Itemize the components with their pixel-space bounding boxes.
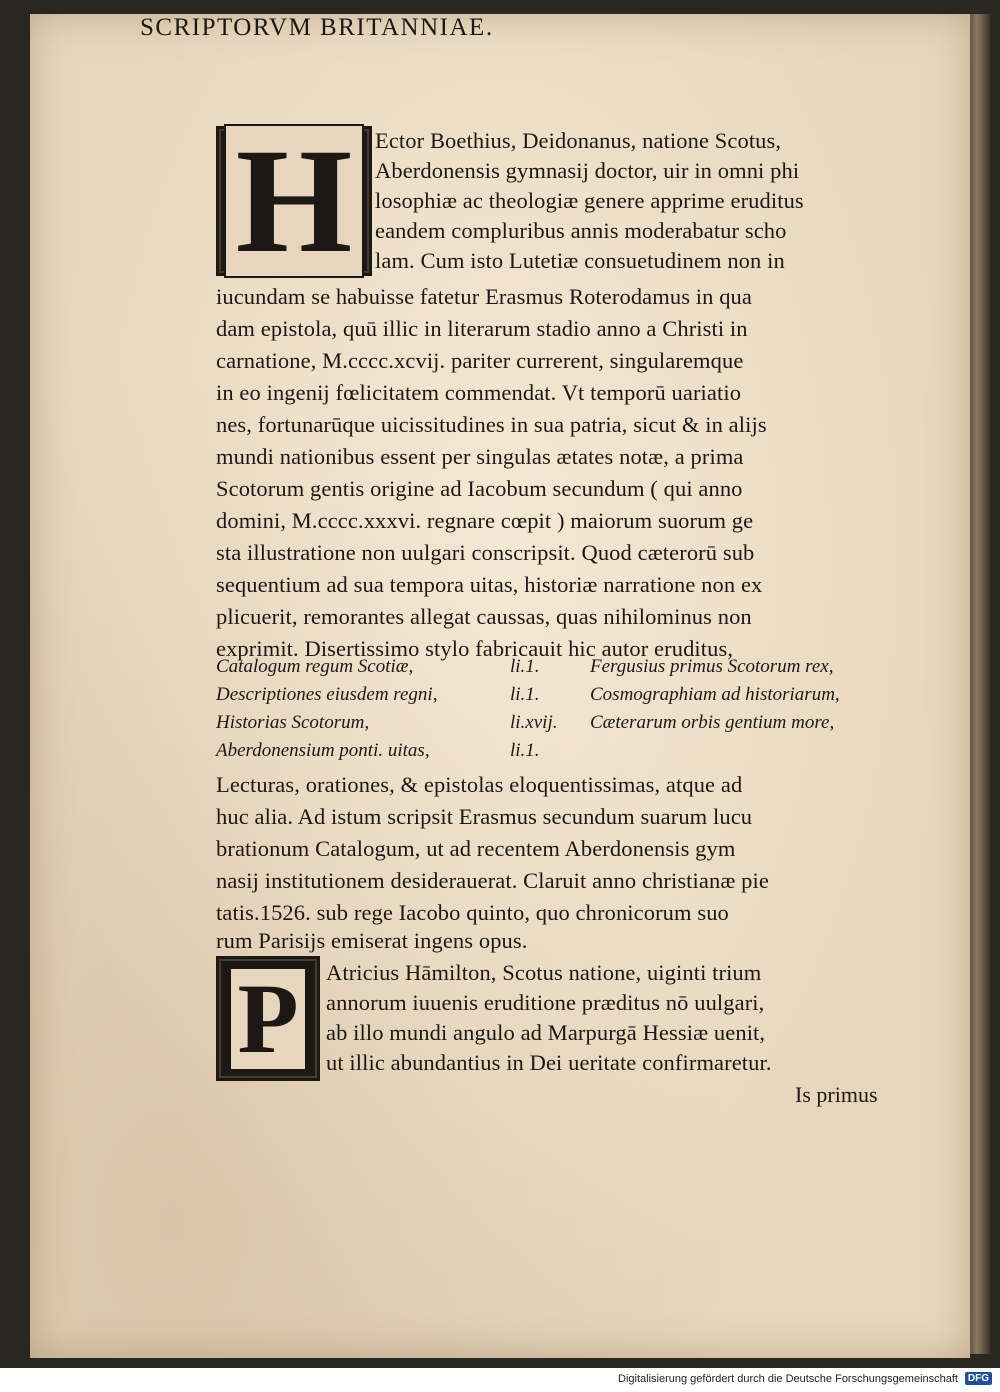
initial-letter: H	[224, 124, 365, 278]
text-line: mundi nationibus essent per singulas ætates notæ, a prima	[216, 444, 744, 469]
ornamental-initial-h	[216, 118, 372, 284]
catalog-note: Cosmographiam ad historiarum,	[590, 684, 840, 705]
text-line: huc alia. Ad istum scripsit Erasmus secundum suarum lucu	[216, 804, 753, 829]
catalog-book: li.xvij.	[510, 712, 558, 733]
catalog-note: Cæterarum orbis gentium more,	[590, 712, 835, 733]
text-line: eandem compluribus annis moderabatur scho	[375, 218, 787, 243]
funding-credit: Digitalisierung gefördert durch die Deutsche Forschungsgemeinschaft	[618, 1373, 958, 1385]
catchword: Is primus	[795, 1082, 878, 1107]
text-line: Lecturas, orationes, & epistolas eloquentissimas, atque ad	[216, 772, 743, 797]
text-line: exprimit. Disertissimo stylo fabricauit hic autor eruditus,	[216, 636, 734, 661]
footer-bar	[0, 1368, 1000, 1392]
ornamental-initial-p	[216, 956, 320, 1081]
catalog-title: Catalogum regum Scotiæ,	[216, 656, 414, 677]
text-line: nasij institutionem desiderauerat. Claruit anno christianæ pie	[216, 868, 769, 893]
text-line: sta illustratione non uulgari conscripsit. Quod cæterorū sub	[216, 540, 755, 565]
text-line: rum Parisijs emiserat ingens opus.	[216, 928, 528, 953]
running-head: SCRIPTORVM BRITANNIAE.	[140, 14, 494, 41]
text-line: losophiæ ac theologiæ genere apprime eruditus	[375, 188, 804, 213]
catalog-book: li.1.	[510, 684, 540, 705]
text-line: nes, fortunarūque uicissitudines in sua patria, sicut & in alijs	[216, 412, 767, 437]
catalog-note: Fergusius primus Scotorum rex,	[590, 656, 834, 677]
book-page	[30, 14, 970, 1358]
initial-letter: P	[229, 967, 306, 1071]
text-line: tatis.1526. sub rege Iacobo quinto, quo chronicorum suo	[216, 900, 729, 925]
book-spine-edge	[968, 14, 990, 1354]
catalog-title: Aberdonensium ponti. uitas,	[216, 740, 430, 761]
text-line: Ector Boethius, Deidonanus, natione Scotus,	[375, 128, 782, 153]
text-line: in eo ingenij fœlicitatem commendat. Vt temporū uariatio	[216, 380, 742, 405]
text-line: domini, M.cccc.xxxvi. regnare cœpit ) maiorum suorum ge	[216, 508, 754, 533]
text-line: brationum Catalogum, ut ad recentem Aberdonensis gym	[216, 836, 736, 861]
catalog-title: Descriptiones eiusdem regni,	[216, 684, 438, 705]
text-line: lam. Cum isto Lutetiæ consuetudinem non in	[375, 248, 785, 273]
catalog-title: Historias Scotorum,	[216, 712, 370, 733]
catalog-book: li.1.	[510, 656, 540, 677]
text-line: sequentium ad sua tempora uitas, historiæ narratione non ex	[216, 572, 763, 597]
text-line: Aberdonensis gymnasij doctor, uir in omni phi	[375, 158, 800, 183]
text-line: Atricius Hāmilton, Scotus natione, uiginti trium	[326, 960, 762, 985]
dfg-logo: DFG	[965, 1372, 992, 1385]
text-line: ut illic abundantius in Dei ueritate confirmaretur.	[326, 1050, 772, 1075]
text-line: annorum iuuenis eruditione præditus nō uulgari,	[326, 990, 765, 1015]
text-line: dam epistola, quū illic in literarum stadio anno a Christi in	[216, 316, 748, 341]
catalog-book: li.1.	[510, 740, 540, 761]
text-line: Scotorum gentis origine ad Iacobum secundum ( qui anno	[216, 476, 743, 501]
text-line: carnatione, M.cccc.xcvij. pariter currerent, singularemque	[216, 348, 744, 373]
text-line: plicuerit, remorantes allegat caussas, quas nihilominus non	[216, 604, 752, 629]
text-line: ab illo mundi angulo ad Marpurgā Hessiæ uenit,	[326, 1020, 766, 1045]
text-line: iucundam se habuisse fatetur Erasmus Roterodamus in qua	[216, 284, 752, 309]
